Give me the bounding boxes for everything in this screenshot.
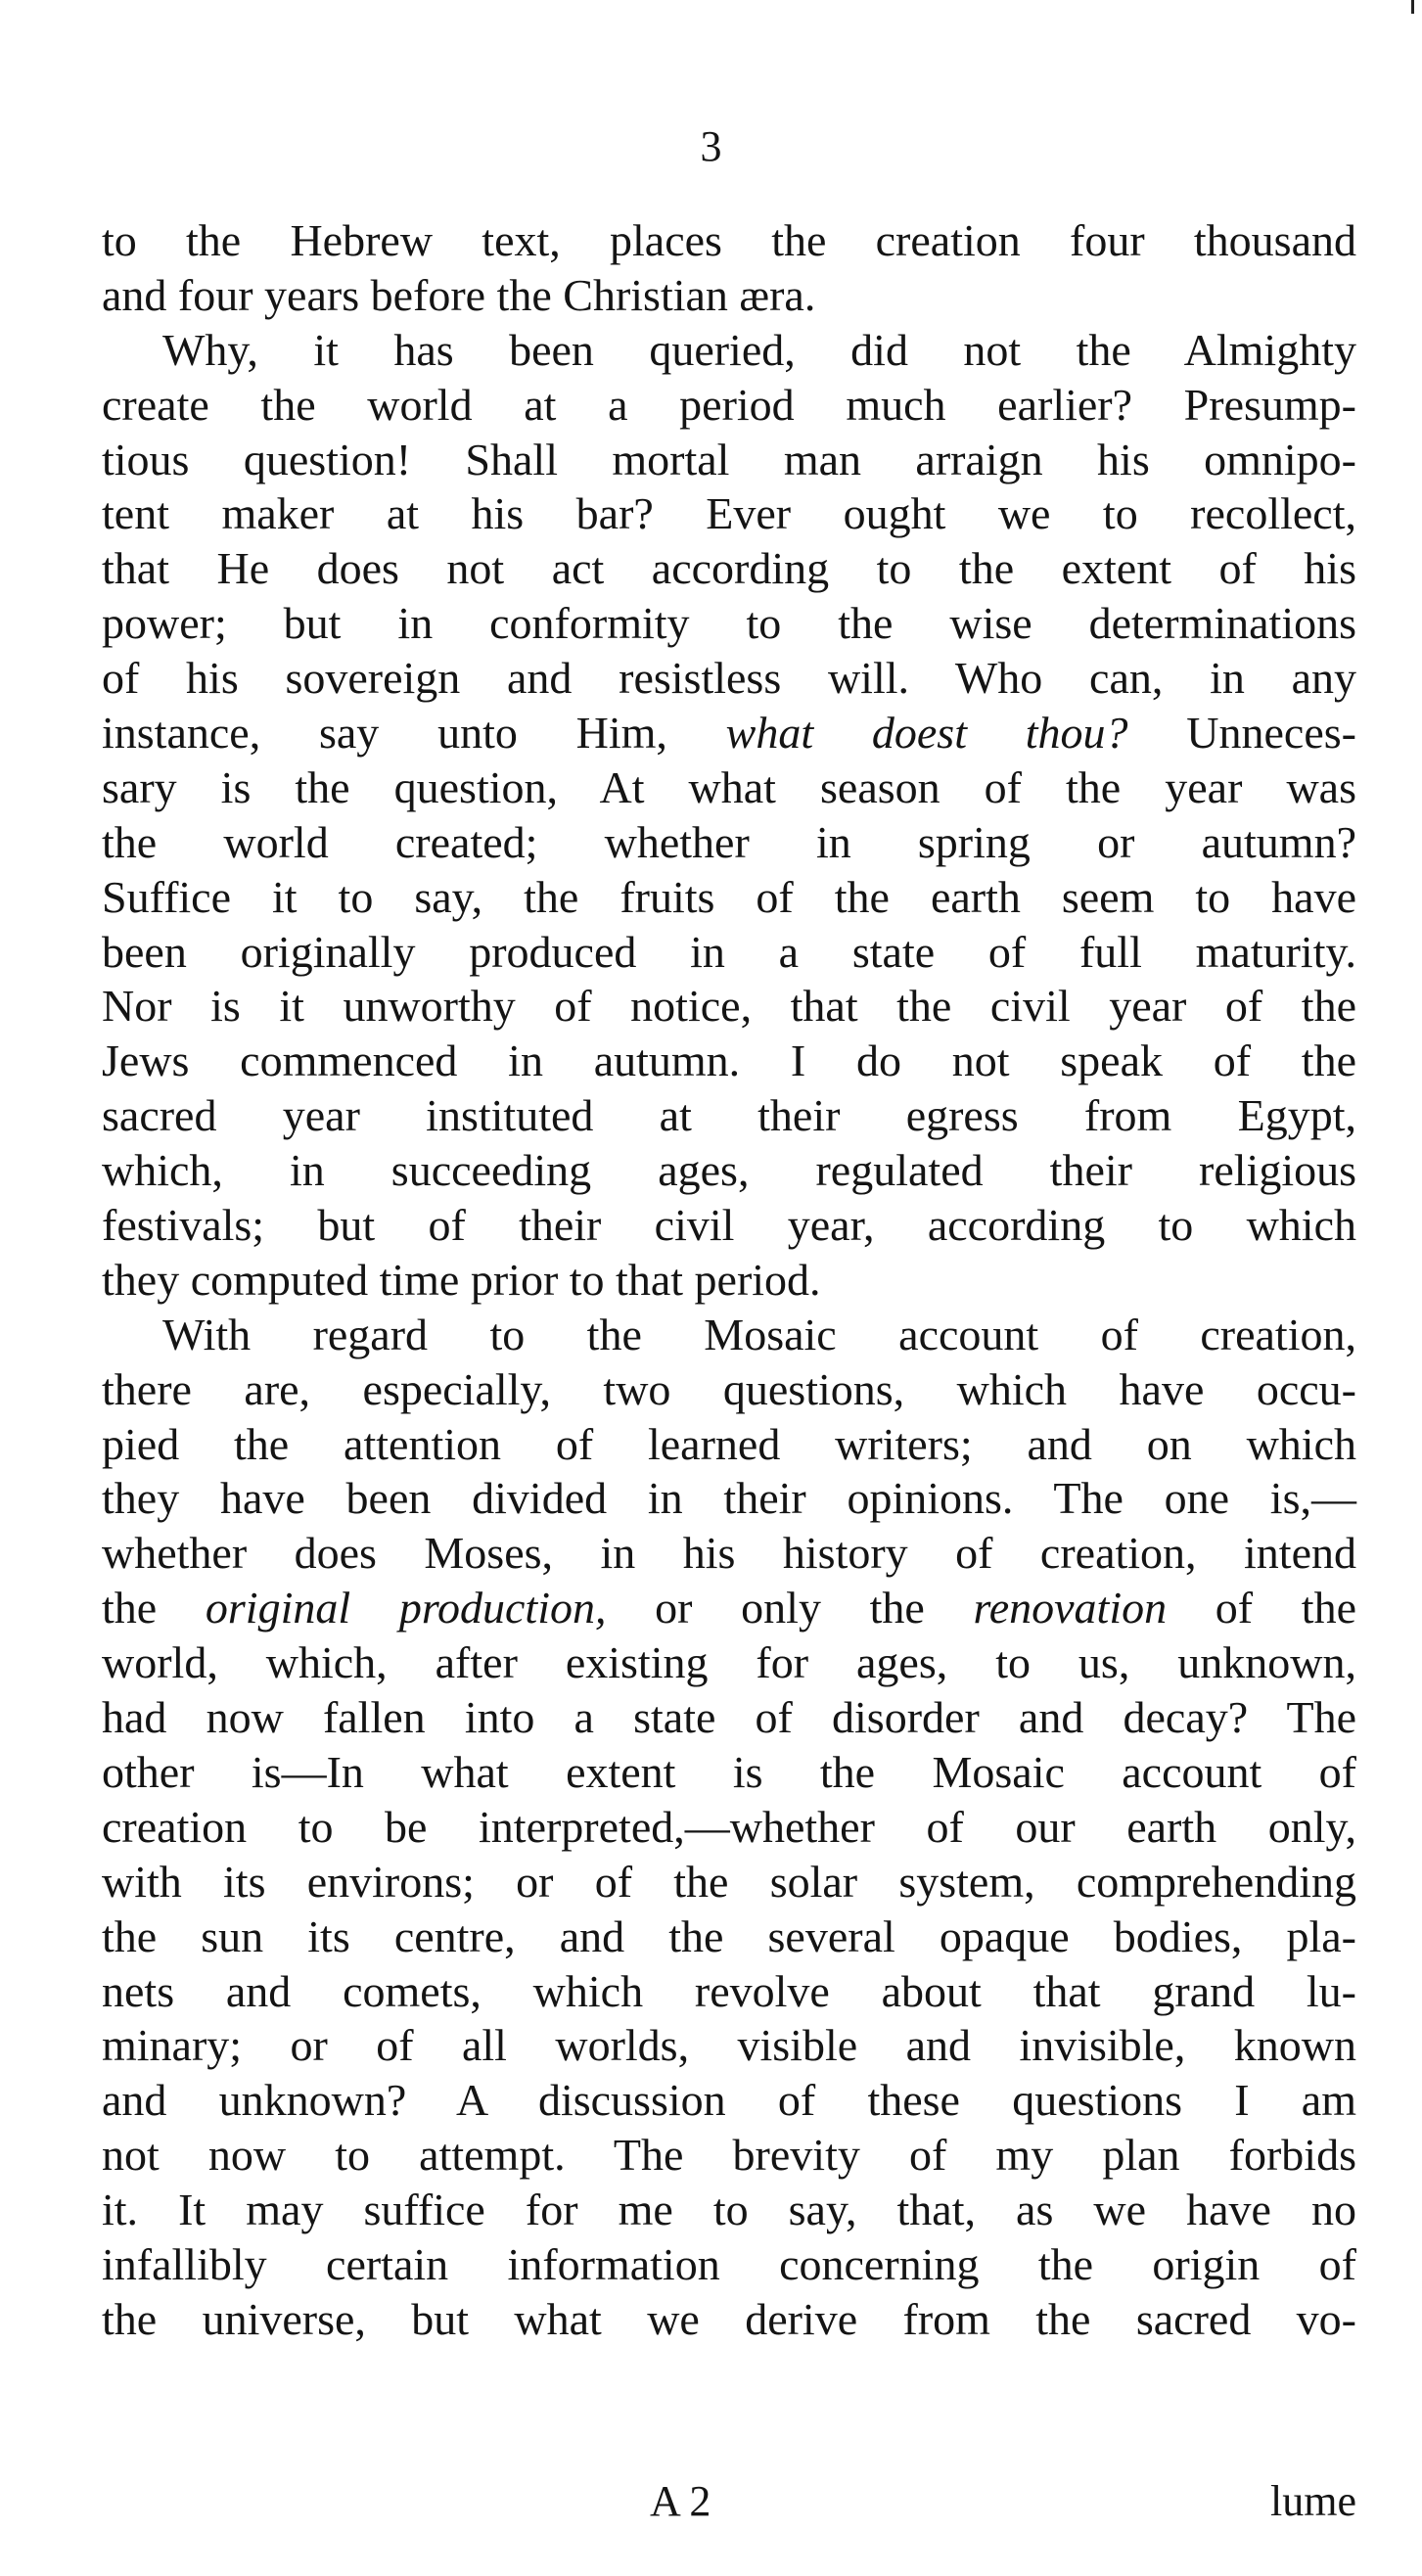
text-line: Jews commenced in autumn. I do not speak of the [102, 1035, 1356, 1086]
body-text [102, 213, 1356, 2347]
text-line: With regard to the Mosaic account of creation, [162, 1309, 1356, 1359]
text-segment: Unneces- [1127, 708, 1356, 759]
text-line: Why, it has been queried, did not the Almighty [162, 324, 1356, 375]
text-line: power; but in conformity to the wise determinations [102, 598, 1356, 649]
text-line: whether does Moses, in his history of creation, intend [102, 1528, 1356, 1579]
text-line: sary is the question, At what season of the year was [102, 761, 1356, 812]
text-line: creation to be interpreted,—whether of our earth only, [102, 1801, 1356, 1852]
text-line: other is—In what extent is the Mosaic account of [102, 1746, 1356, 1797]
scan-mark [1411, 0, 1414, 14]
text-line: create the world at a period much earlier? Presump- [102, 379, 1356, 430]
signature-mark: A 2 [650, 2477, 711, 2525]
italic-phrase: what doest thou? [725, 708, 1128, 759]
text-line: been originally produced in a state of full maturity. [102, 926, 1356, 977]
page-number: 3 [700, 122, 722, 170]
text-line: and four years before the Christian æra. [102, 269, 816, 320]
text-line: nets and comets, which revolve about that grand lu- [102, 1965, 1356, 2016]
text-line: Suffice it to say, the fruits of the earth seem to have [102, 871, 1356, 922]
italic-phrase: renovation [973, 1583, 1168, 1633]
text-line: there are, especially, two questions, which have occu- [102, 1363, 1356, 1414]
text-line: festivals; but of their civil year, according to which [102, 1200, 1356, 1251]
italic-phrase: original production, [205, 1583, 607, 1633]
text-line: tious question! Shall mortal man arraign his omnipo- [102, 434, 1356, 484]
text-line: with its environs; or of the solar system, comprehending [102, 1856, 1356, 1907]
text-line: not now to attempt. The brevity of my plan forbids [102, 2130, 1356, 2181]
text-line: had now fallen into a state of disorder and decay? The [102, 1692, 1356, 1743]
text-line: infallibly certain information concerning the origin of [102, 2238, 1356, 2289]
text-line: they computed time prior to that period. [102, 1254, 821, 1305]
text-line: tent maker at his bar? Ever ought we to recollect, [102, 488, 1356, 539]
text-line: world, which, after existing for ages, to us, unknown, [102, 1637, 1356, 1688]
text-line: the universe, but what we derive from the sacred vo- [102, 2293, 1356, 2344]
text-line [102, 1581, 1356, 1635]
text-segment: or only the [606, 1583, 974, 1633]
catchword: lume [1270, 2477, 1356, 2525]
page-footer [102, 2474, 1356, 2529]
text-line: pied the attention of learned writers; and on which [102, 1418, 1356, 1469]
text-line: to the Hebrew text, places the creation four thousand [102, 215, 1356, 265]
text-line: minary; or of all worlds, visible and invisible, known [102, 2020, 1356, 2071]
text-line: sacred year instituted at their egress from Egypt, [102, 1090, 1356, 1141]
text-line: the sun its centre, and the several opaque bodies, pla- [102, 1910, 1356, 1961]
text-line: they have been divided in their opinions. The one is,— [102, 1473, 1356, 1524]
text-line: of his sovereign and resistless will. Who can, in any [102, 653, 1356, 704]
text-line: that He does not act according to the extent of his [102, 543, 1356, 594]
text-segment: instance, say unto Him, [102, 708, 726, 759]
text-segment: the [102, 1583, 206, 1633]
text-line: it. It may suffice for me to say, that, as we have no [102, 2185, 1356, 2235]
text-segment: of the [1167, 1583, 1357, 1633]
text-line: Nor is it unworthy of notice, that the civil year of the [102, 981, 1356, 1032]
text-line: and unknown? A discussion of these questions I am [102, 2075, 1356, 2126]
text-line [102, 706, 1356, 760]
text-line: which, in succeeding ages, regulated their religious [102, 1145, 1356, 1196]
text-line: the world created; whether in spring or autumn? [102, 816, 1356, 867]
